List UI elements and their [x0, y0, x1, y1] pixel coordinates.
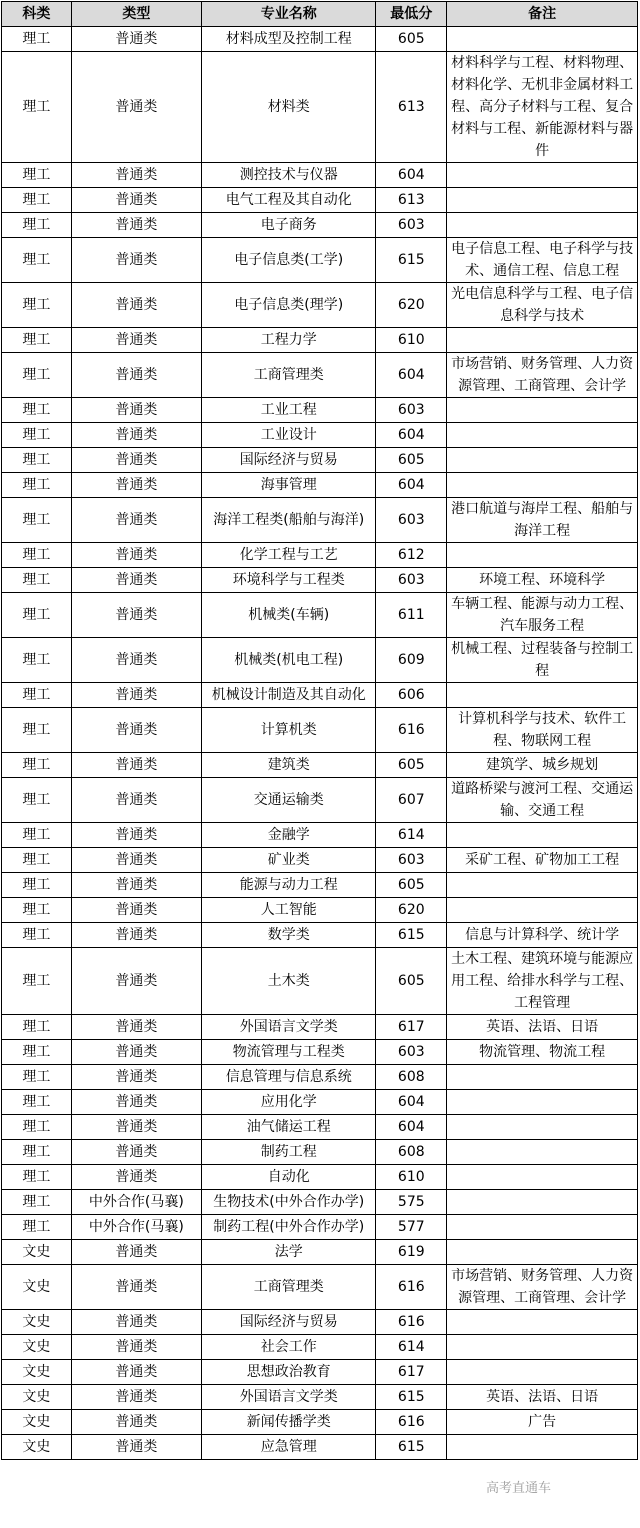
cell-major: 国际经济与贸易 — [202, 448, 376, 473]
cell-notes: 材料科学与工程、材料物理、材料化学、无机非金属材料工程、高分子材料与工程、复合材料与工程、新能源材料与器件 — [447, 52, 638, 163]
table-row — [2, 27, 638, 52]
table-row — [2, 543, 638, 568]
table-row — [2, 1040, 638, 1065]
cell-notes: 土木工程、建筑环境与能源应用工程、给排水科学与工程、工程管理 — [447, 948, 638, 1015]
cell-major: 材料成型及控制工程 — [202, 27, 376, 52]
cell-type: 普通类 — [71, 328, 201, 353]
table-row — [2, 353, 638, 398]
cell-type: 普通类 — [71, 353, 201, 398]
cell-major: 应用化学 — [202, 1090, 376, 1115]
cell-major: 电气工程及其自动化 — [202, 188, 376, 213]
cell-min-score: 619 — [376, 1240, 447, 1265]
watermark: 高考直通车 — [486, 1481, 552, 1496]
table-row — [2, 1360, 638, 1385]
cell-notes — [447, 1240, 638, 1265]
cell-min-score: 612 — [376, 543, 447, 568]
cell-major: 思想政治教育 — [202, 1360, 376, 1385]
cell-min-score: 607 — [376, 778, 447, 823]
cell-subject: 理工 — [2, 52, 72, 163]
cell-min-score: 610 — [376, 1165, 447, 1190]
table-row — [2, 1115, 638, 1140]
cell-major: 工程力学 — [202, 328, 376, 353]
cell-type: 普通类 — [71, 27, 201, 52]
cell-major: 人工智能 — [202, 898, 376, 923]
cell-subject: 文史 — [2, 1265, 72, 1310]
cell-min-score: 609 — [376, 638, 447, 683]
cell-major: 应急管理 — [202, 1435, 376, 1460]
cell-min-score: 616 — [376, 1410, 447, 1435]
header-type: 类型 — [71, 2, 201, 27]
cell-notes — [447, 543, 638, 568]
cell-type: 中外合作(马襄) — [71, 1190, 201, 1215]
cell-subject: 理工 — [2, 473, 72, 498]
cell-min-score: 605 — [376, 948, 447, 1015]
cell-subject: 理工 — [2, 188, 72, 213]
cell-min-score: 606 — [376, 683, 447, 708]
cell-subject: 文史 — [2, 1385, 72, 1410]
cell-type: 普通类 — [71, 1360, 201, 1385]
cell-notes: 道路桥梁与渡河工程、交通运输、交通工程 — [447, 778, 638, 823]
table-row — [2, 1410, 638, 1435]
table-row — [2, 1435, 638, 1460]
cell-major: 交通运输类 — [202, 778, 376, 823]
cell-min-score: 614 — [376, 823, 447, 848]
cell-major: 机械类(机电工程) — [202, 638, 376, 683]
cell-subject: 理工 — [2, 1115, 72, 1140]
table-row — [2, 683, 638, 708]
cell-subject: 理工 — [2, 448, 72, 473]
cell-type: 普通类 — [71, 923, 201, 948]
cell-major: 社会工作 — [202, 1335, 376, 1360]
cell-subject: 理工 — [2, 823, 72, 848]
table-row — [2, 638, 638, 683]
table-row — [2, 873, 638, 898]
cell-min-score: 604 — [376, 1115, 447, 1140]
table-row — [2, 188, 638, 213]
cell-notes — [447, 898, 638, 923]
cell-notes — [447, 213, 638, 238]
cell-subject: 理工 — [2, 873, 72, 898]
cell-min-score: 577 — [376, 1215, 447, 1240]
header-row — [2, 2, 638, 27]
table-row — [2, 163, 638, 188]
cell-major: 材料类 — [202, 52, 376, 163]
cell-type: 普通类 — [71, 568, 201, 593]
cell-major: 工业设计 — [202, 423, 376, 448]
cell-notes: 市场营销、财务管理、人力资源管理、工商管理、会计学 — [447, 353, 638, 398]
cell-major: 电子信息类(工学) — [202, 238, 376, 283]
admission-score-table — [1, 1, 638, 1460]
table-row — [2, 448, 638, 473]
cell-major: 机械类(车辆) — [202, 593, 376, 638]
cell-major: 电子商务 — [202, 213, 376, 238]
table-row — [2, 898, 638, 923]
cell-notes — [447, 1090, 638, 1115]
cell-type: 普通类 — [71, 1140, 201, 1165]
cell-major: 测控技术与仪器 — [202, 163, 376, 188]
cell-major: 法学 — [202, 1240, 376, 1265]
cell-notes: 物流管理、物流工程 — [447, 1040, 638, 1065]
header-notes: 备注 — [447, 2, 638, 27]
cell-subject: 理工 — [2, 1040, 72, 1065]
cell-subject: 理工 — [2, 398, 72, 423]
cell-type: 普通类 — [71, 1310, 201, 1335]
cell-type: 普通类 — [71, 708, 201, 753]
cell-notes — [447, 188, 638, 213]
cell-notes: 环境工程、环境科学 — [447, 568, 638, 593]
cell-min-score: 611 — [376, 593, 447, 638]
cell-major: 国际经济与贸易 — [202, 1310, 376, 1335]
cell-type: 普通类 — [71, 188, 201, 213]
cell-major: 化学工程与工艺 — [202, 543, 376, 568]
cell-min-score: 616 — [376, 708, 447, 753]
table-row — [2, 1310, 638, 1335]
table-row — [2, 593, 638, 638]
cell-notes — [447, 473, 638, 498]
cell-major: 金融学 — [202, 823, 376, 848]
cell-notes: 车辆工程、能源与动力工程、汽车服务工程 — [447, 593, 638, 638]
table-row — [2, 398, 638, 423]
cell-min-score: 605 — [376, 27, 447, 52]
cell-subject: 理工 — [2, 423, 72, 448]
cell-min-score: 608 — [376, 1065, 447, 1090]
cell-type: 普通类 — [71, 473, 201, 498]
cell-subject: 理工 — [2, 163, 72, 188]
cell-major: 新闻传播学类 — [202, 1410, 376, 1435]
table-row — [2, 1165, 638, 1190]
cell-min-score: 616 — [376, 1265, 447, 1310]
cell-min-score: 616 — [376, 1310, 447, 1335]
cell-notes: 英语、法语、日语 — [447, 1385, 638, 1410]
cell-type: 普通类 — [71, 498, 201, 543]
cell-type: 普通类 — [71, 823, 201, 848]
cell-min-score: 613 — [376, 52, 447, 163]
cell-subject: 理工 — [2, 1165, 72, 1190]
cell-type: 普通类 — [71, 753, 201, 778]
cell-notes — [447, 1190, 638, 1215]
cell-type: 普通类 — [71, 238, 201, 283]
cell-type: 普通类 — [71, 423, 201, 448]
cell-subject: 理工 — [2, 1140, 72, 1165]
cell-major: 制药工程(中外合作办学) — [202, 1215, 376, 1240]
cell-notes: 光电信息科学与工程、电子信息科学与技术 — [447, 283, 638, 328]
cell-subject: 文史 — [2, 1435, 72, 1460]
table-row — [2, 848, 638, 873]
table-row — [2, 753, 638, 778]
cell-subject: 理工 — [2, 1090, 72, 1115]
cell-subject: 理工 — [2, 778, 72, 823]
cell-notes — [447, 1310, 638, 1335]
cell-subject: 理工 — [2, 923, 72, 948]
cell-major: 工业工程 — [202, 398, 376, 423]
cell-subject: 理工 — [2, 593, 72, 638]
cell-notes — [447, 423, 638, 448]
cell-min-score: 603 — [376, 213, 447, 238]
cell-subject: 理工 — [2, 283, 72, 328]
table-row — [2, 1335, 638, 1360]
cell-major: 机械设计制造及其自动化 — [202, 683, 376, 708]
cell-subject: 理工 — [2, 753, 72, 778]
table-row — [2, 283, 638, 328]
cell-min-score: 604 — [376, 163, 447, 188]
cell-min-score: 605 — [376, 448, 447, 473]
cell-type: 普通类 — [71, 1410, 201, 1435]
cell-notes — [447, 1165, 638, 1190]
cell-notes: 计算机科学与技术、软件工程、物联网工程 — [447, 708, 638, 753]
cell-subject: 文史 — [2, 1410, 72, 1435]
cell-subject: 理工 — [2, 328, 72, 353]
table-row — [2, 1065, 638, 1090]
cell-major: 工商管理类 — [202, 353, 376, 398]
cell-notes: 广告 — [447, 1410, 638, 1435]
cell-notes: 市场营销、财务管理、人力资源管理、工商管理、会计学 — [447, 1265, 638, 1310]
cell-major: 油气储运工程 — [202, 1115, 376, 1140]
table-row — [2, 1240, 638, 1265]
cell-min-score: 615 — [376, 923, 447, 948]
cell-min-score: 605 — [376, 753, 447, 778]
cell-min-score: 603 — [376, 1040, 447, 1065]
cell-type: 普通类 — [71, 283, 201, 328]
cell-type: 普通类 — [71, 1015, 201, 1040]
cell-type: 普通类 — [71, 398, 201, 423]
cell-type: 普通类 — [71, 1435, 201, 1460]
cell-min-score: 617 — [376, 1015, 447, 1040]
cell-min-score: 603 — [376, 498, 447, 543]
cell-type: 普通类 — [71, 683, 201, 708]
cell-notes — [447, 1335, 638, 1360]
cell-type: 普通类 — [71, 848, 201, 873]
cell-subject: 理工 — [2, 568, 72, 593]
cell-notes: 采矿工程、矿物加工工程 — [447, 848, 638, 873]
cell-type: 普通类 — [71, 1335, 201, 1360]
cell-subject: 理工 — [2, 638, 72, 683]
table-row — [2, 923, 638, 948]
cell-type: 普通类 — [71, 873, 201, 898]
cell-type: 普通类 — [71, 52, 201, 163]
cell-notes — [447, 1115, 638, 1140]
cell-subject: 理工 — [2, 1190, 72, 1215]
cell-notes — [447, 27, 638, 52]
cell-min-score: 603 — [376, 398, 447, 423]
cell-notes: 英语、法语、日语 — [447, 1015, 638, 1040]
cell-type: 中外合作(马襄) — [71, 1215, 201, 1240]
cell-notes — [447, 1140, 638, 1165]
cell-notes — [447, 448, 638, 473]
cell-subject: 理工 — [2, 543, 72, 568]
cell-subject: 文史 — [2, 1360, 72, 1385]
cell-major: 数学类 — [202, 923, 376, 948]
table-row — [2, 213, 638, 238]
cell-min-score: 604 — [376, 423, 447, 448]
cell-subject: 文史 — [2, 1240, 72, 1265]
cell-major: 信息管理与信息系统 — [202, 1065, 376, 1090]
cell-subject: 理工 — [2, 498, 72, 543]
table-row — [2, 1215, 638, 1240]
cell-subject: 文史 — [2, 1335, 72, 1360]
cell-subject: 理工 — [2, 683, 72, 708]
header-min-score: 最低分 — [376, 2, 447, 27]
cell-min-score: 615 — [376, 1435, 447, 1460]
cell-major: 环境科学与工程类 — [202, 568, 376, 593]
cell-min-score: 604 — [376, 473, 447, 498]
cell-type: 普通类 — [71, 543, 201, 568]
cell-major: 物流管理与工程类 — [202, 1040, 376, 1065]
header-major: 专业名称 — [202, 2, 376, 27]
table-row — [2, 948, 638, 1015]
cell-type: 普通类 — [71, 163, 201, 188]
cell-min-score: 613 — [376, 188, 447, 213]
cell-type: 普通类 — [71, 638, 201, 683]
cell-major: 制药工程 — [202, 1140, 376, 1165]
table-row — [2, 1015, 638, 1040]
table-row — [2, 473, 638, 498]
cell-notes — [447, 1435, 638, 1460]
cell-min-score: 620 — [376, 898, 447, 923]
table-row — [2, 568, 638, 593]
table-row — [2, 708, 638, 753]
cell-subject: 理工 — [2, 1015, 72, 1040]
cell-min-score: 575 — [376, 1190, 447, 1215]
cell-min-score: 605 — [376, 873, 447, 898]
cell-notes: 机械工程、过程装备与控制工程 — [447, 638, 638, 683]
cell-min-score: 620 — [376, 283, 447, 328]
table-row — [2, 778, 638, 823]
cell-type: 普通类 — [71, 213, 201, 238]
cell-notes — [447, 1065, 638, 1090]
cell-min-score: 604 — [376, 353, 447, 398]
cell-major: 生物技术(中外合作办学) — [202, 1190, 376, 1215]
table-body — [2, 27, 638, 1460]
cell-major: 海事管理 — [202, 473, 376, 498]
cell-type: 普通类 — [71, 898, 201, 923]
cell-min-score: 615 — [376, 238, 447, 283]
cell-major: 自动化 — [202, 1165, 376, 1190]
cell-subject: 理工 — [2, 708, 72, 753]
table-row — [2, 423, 638, 448]
cell-major: 计算机类 — [202, 708, 376, 753]
table-row — [2, 238, 638, 283]
cell-major: 矿业类 — [202, 848, 376, 873]
cell-major: 能源与动力工程 — [202, 873, 376, 898]
cell-notes — [447, 398, 638, 423]
cell-major: 外国语言文学类 — [202, 1015, 376, 1040]
cell-subject: 理工 — [2, 353, 72, 398]
cell-min-score: 603 — [376, 568, 447, 593]
cell-type: 普通类 — [71, 593, 201, 638]
cell-type: 普通类 — [71, 1385, 201, 1410]
cell-subject: 理工 — [2, 898, 72, 923]
cell-type: 普通类 — [71, 1115, 201, 1140]
cell-type: 普通类 — [71, 1240, 201, 1265]
cell-type: 普通类 — [71, 1040, 201, 1065]
cell-type: 普通类 — [71, 1090, 201, 1115]
cell-major: 电子信息类(理学) — [202, 283, 376, 328]
cell-major: 外国语言文学类 — [202, 1385, 376, 1410]
cell-min-score: 614 — [376, 1335, 447, 1360]
table-row — [2, 328, 638, 353]
cell-notes — [447, 683, 638, 708]
cell-type: 普通类 — [71, 948, 201, 1015]
cell-min-score: 615 — [376, 1385, 447, 1410]
cell-notes — [447, 873, 638, 898]
cell-type: 普通类 — [71, 448, 201, 473]
cell-subject: 理工 — [2, 1215, 72, 1240]
cell-subject: 理工 — [2, 1065, 72, 1090]
cell-subject: 理工 — [2, 848, 72, 873]
table-row — [2, 1140, 638, 1165]
cell-subject: 理工 — [2, 213, 72, 238]
cell-min-score: 610 — [376, 328, 447, 353]
cell-subject: 理工 — [2, 238, 72, 283]
cell-min-score: 617 — [376, 1360, 447, 1385]
cell-notes: 电子信息工程、电子科学与技术、通信工程、信息工程 — [447, 238, 638, 283]
cell-min-score: 603 — [376, 848, 447, 873]
cell-notes — [447, 1215, 638, 1240]
cell-subject: 文史 — [2, 1310, 72, 1335]
table-row — [2, 1385, 638, 1410]
cell-major: 工商管理类 — [202, 1265, 376, 1310]
header-subject: 科类 — [2, 2, 72, 27]
cell-type: 普通类 — [71, 1165, 201, 1190]
cell-notes — [447, 328, 638, 353]
table-row — [2, 52, 638, 163]
cell-min-score: 608 — [376, 1140, 447, 1165]
cell-notes — [447, 163, 638, 188]
table-row — [2, 1090, 638, 1115]
cell-type: 普通类 — [71, 1065, 201, 1090]
cell-type: 普通类 — [71, 778, 201, 823]
cell-subject: 理工 — [2, 27, 72, 52]
cell-notes — [447, 823, 638, 848]
table-row — [2, 498, 638, 543]
cell-subject: 理工 — [2, 948, 72, 1015]
table-row — [2, 1190, 638, 1215]
cell-notes — [447, 1360, 638, 1385]
cell-major: 土木类 — [202, 948, 376, 1015]
cell-notes: 建筑学、城乡规划 — [447, 753, 638, 778]
cell-notes: 信息与计算科学、统计学 — [447, 923, 638, 948]
table-row — [2, 1265, 638, 1310]
cell-type: 普通类 — [71, 1265, 201, 1310]
cell-min-score: 604 — [376, 1090, 447, 1115]
cell-major: 海洋工程类(船舶与海洋) — [202, 498, 376, 543]
cell-notes: 港口航道与海岸工程、船舶与海洋工程 — [447, 498, 638, 543]
cell-major: 建筑类 — [202, 753, 376, 778]
table-row — [2, 823, 638, 848]
